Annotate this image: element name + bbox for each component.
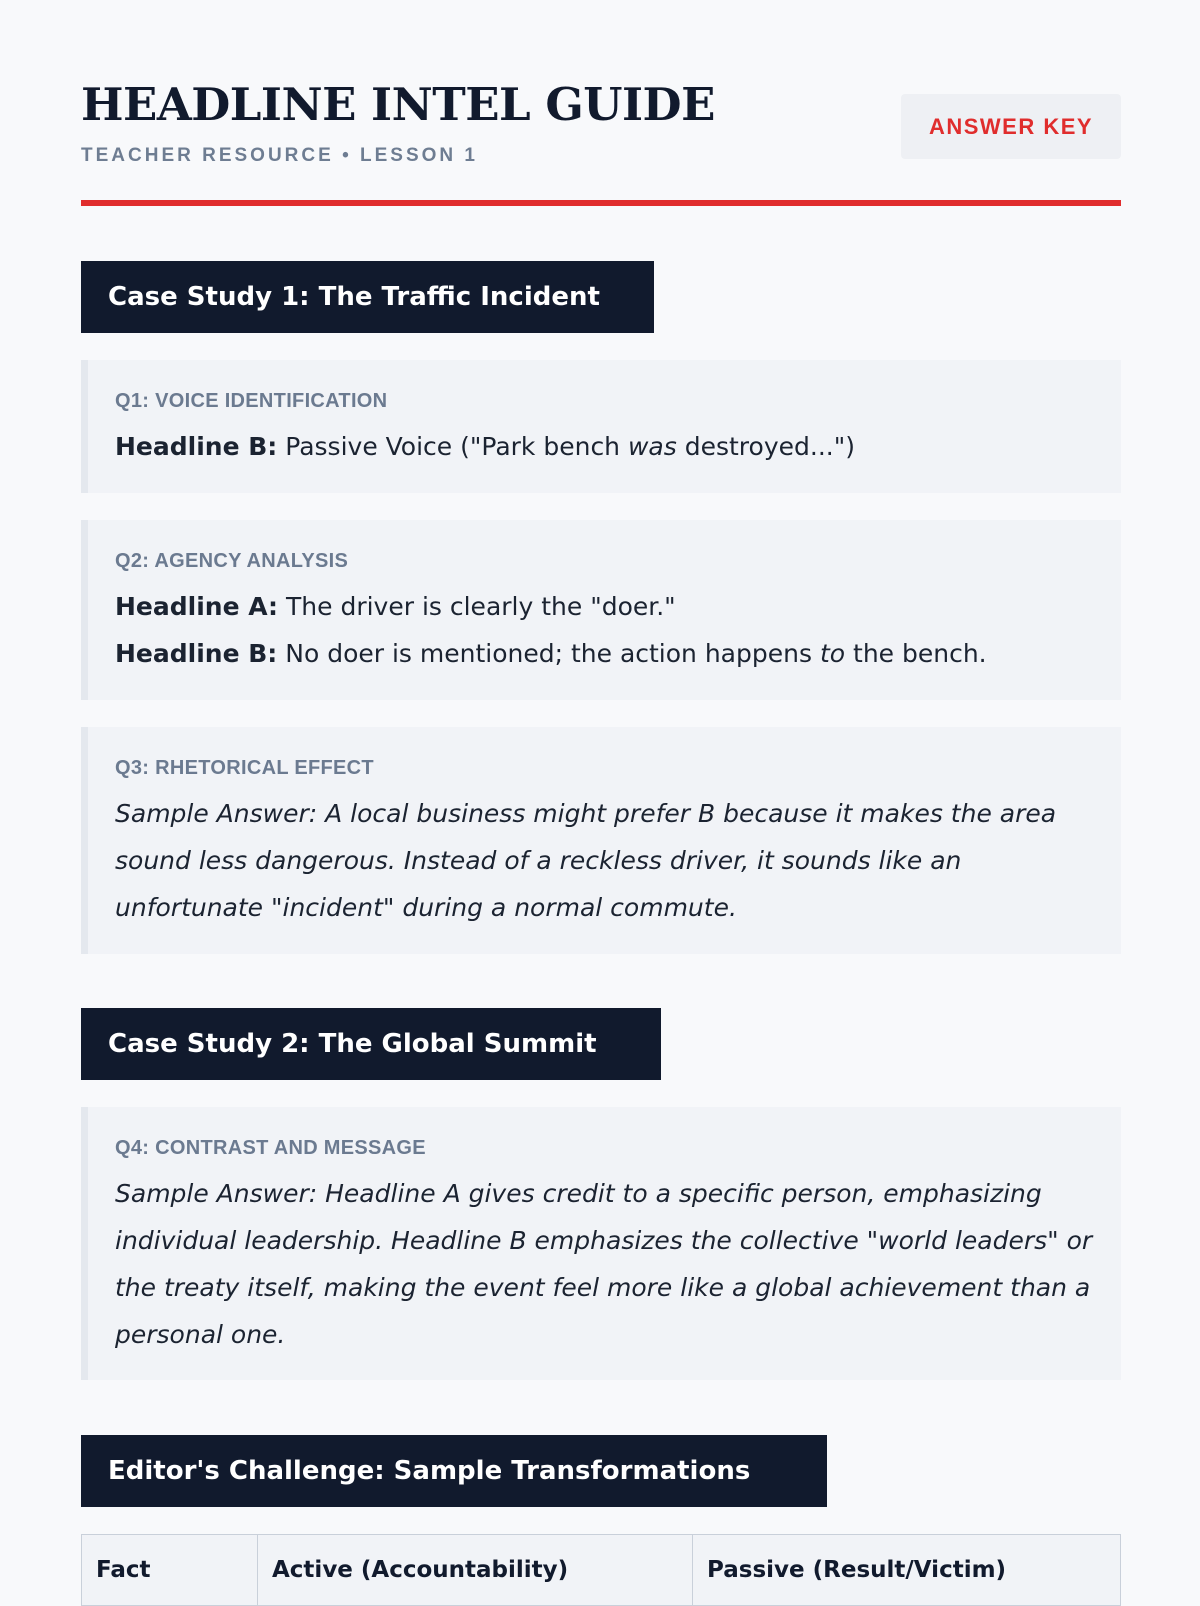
q1-label: Q1: VOICE IDENTIFICATION: [115, 390, 388, 412]
column-header-active: Active (Accountability): [258, 1535, 693, 1606]
q1-answer-text-before: Passive Voice ("Park bench: [285, 432, 621, 461]
q1-answer-italic: was: [627, 432, 677, 461]
q3-label: Q3: RHETORICAL EFFECT: [115, 757, 374, 779]
q2-answer-line-1: [115, 583, 1095, 630]
q2-label: Q2: AGENCY ANALYSIS: [115, 550, 349, 572]
q2-card: [81, 520, 1121, 700]
column-header-passive: Passive (Result/Victim): [693, 1535, 1121, 1606]
q2-line-1-bold: Headline A:: [115, 592, 279, 621]
q1-answer-bold: Headline B:: [115, 432, 278, 461]
q3-sample-answer: Sample Answer: A local business might prefer B because it makes the area sound less dangerous. Instead of a reckless driver, it sounds like an unfortunate "incident" during a normal commute.: [115, 799, 1057, 922]
q2-line-1-text: The driver is clearly the "doer.": [286, 592, 676, 621]
case-study-1-heading: Case Study 1: The Traffic Incident: [81, 261, 654, 333]
transformations-table: [81, 1534, 1121, 1606]
page-subtitle: TEACHER RESOURCE • LESSON 1: [81, 145, 478, 166]
column-header-fact: Fact: [82, 1535, 258, 1606]
q1-card: [81, 360, 1121, 493]
q4-card: [81, 1107, 1121, 1380]
answer-key-page: [81, 0, 1121, 1583]
page-title: HEADLINE INTEL GUIDE: [81, 78, 715, 131]
header-divider: [81, 200, 1121, 206]
table-header-row: [82, 1535, 1121, 1606]
editors-challenge-heading: Editor's Challenge: Sample Transformations: [81, 1435, 827, 1507]
q2-line-2-bold: Headline B:: [115, 639, 278, 668]
q2-answer-line-2: [115, 630, 1095, 677]
q2-line-2-italic: to: [819, 639, 846, 668]
q2-line-2-text-after: the bench.: [853, 639, 987, 668]
case-study-2-heading: Case Study 2: The Global Summit: [81, 1008, 661, 1080]
answer-key-badge: ANSWER KEY: [901, 94, 1121, 159]
q1-answer-text-after: destroyed..."): [684, 432, 855, 461]
q2-line-2-text-before: No doer is mentioned; the action happens: [285, 639, 812, 668]
q4-label: Q4: CONTRAST AND MESSAGE: [115, 1137, 426, 1159]
q1-answer: [115, 423, 1095, 470]
q4-sample-answer: Sample Answer: Headline A gives credit to a specific person, emphasizing individual leadership. Headline B emphasizes the collective "world leaders" or the treaty itself, making the event feel more like a global achievement than a personal one.: [115, 1179, 1093, 1349]
q3-card: [81, 727, 1121, 954]
page-header: [81, 0, 1121, 208]
